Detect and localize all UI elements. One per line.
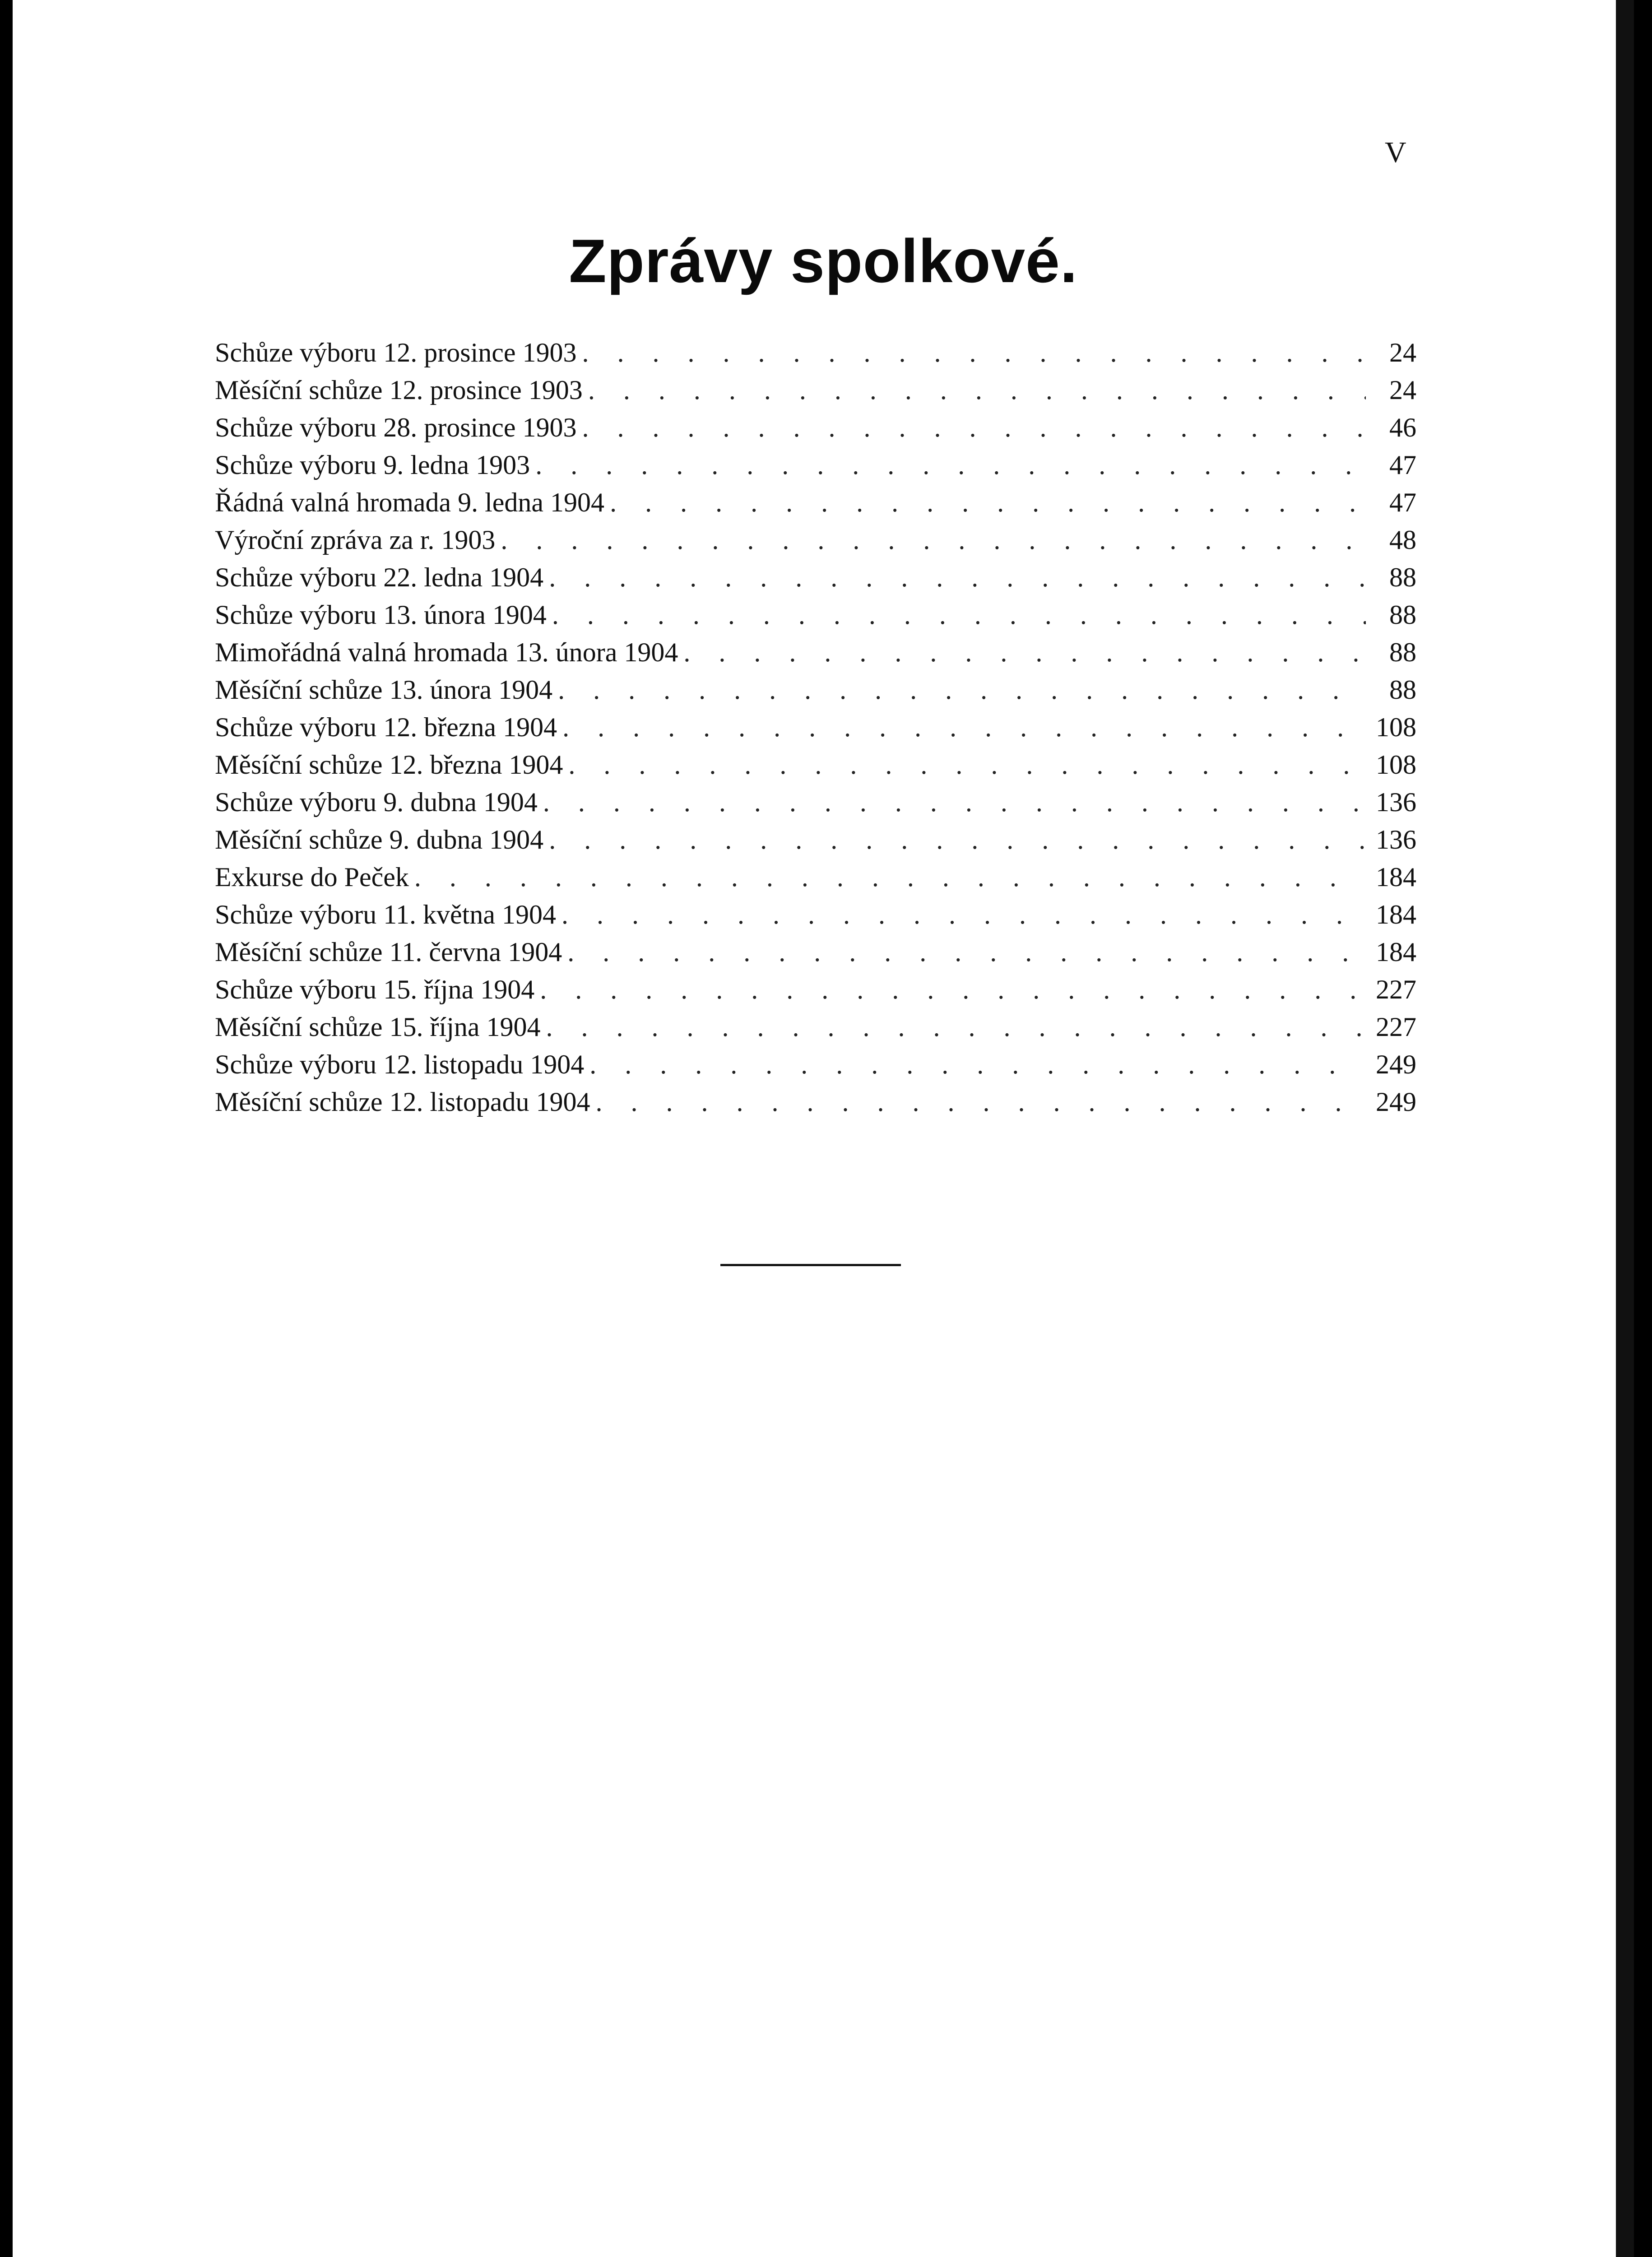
toc-entry-page: 24 [1389, 375, 1416, 405]
document-page [13, 0, 1634, 2257]
toc-entry-page: 136 [1376, 787, 1416, 817]
toc-entry [215, 671, 1416, 709]
dot-leader [558, 671, 1366, 709]
dot-leader [596, 1083, 1366, 1121]
dot-leader [543, 784, 1366, 821]
toc-entry-label: Schůze výboru 15. října 1904 [215, 975, 535, 1004]
dot-leader [549, 559, 1366, 596]
dot-leader [501, 521, 1366, 559]
toc-entry-label: Schůze výboru 9. dubna 1904 [215, 787, 538, 817]
dot-leader [540, 971, 1366, 1008]
dot-leader [562, 709, 1366, 746]
toc-entry [215, 821, 1416, 859]
toc-entry-page: 184 [1376, 937, 1416, 967]
toc-entry-label: Měsíční schůze 12. prosince 1903 [215, 375, 583, 405]
dot-leader [546, 1008, 1366, 1046]
toc-entry-page: 47 [1389, 450, 1416, 480]
toc-entry-label: Schůze výboru 13. února 1904 [215, 600, 547, 630]
toc-entry-label: Schůze výboru 12. prosince 1903 [215, 338, 577, 367]
dot-leader [582, 409, 1366, 446]
toc-entry [215, 484, 1416, 521]
toc-entry-page: 24 [1389, 338, 1416, 367]
toc-entry-label: Schůze výboru 28. prosince 1903 [215, 413, 577, 442]
toc-entry [215, 559, 1416, 596]
toc-entry-page: 249 [1376, 1050, 1416, 1079]
toc-entry-label: Měsíční schůze 15. října 1904 [215, 1012, 541, 1042]
toc-entry-label: Schůze výboru 22. ledna 1904 [215, 562, 544, 592]
page-number: V [1385, 136, 1406, 169]
toc-entry [215, 596, 1416, 634]
toc-entry [215, 521, 1416, 559]
toc-entry [215, 784, 1416, 821]
toc-entry-label: Exkurse do Peček [215, 862, 409, 892]
toc-entry-label: Schůze výboru 12. listopadu 1904 [215, 1050, 585, 1079]
toc-entry [215, 372, 1416, 409]
dot-leader [588, 372, 1366, 409]
toc-entry-page: 249 [1376, 1087, 1416, 1117]
dot-leader [552, 596, 1366, 634]
toc-entry [215, 1046, 1416, 1083]
toc-entry-page: 184 [1376, 862, 1416, 892]
toc-entry-page: 108 [1376, 750, 1416, 780]
scan-border [1616, 0, 1634, 2257]
toc-entry-label: Schůze výboru 12. března 1904 [215, 712, 557, 742]
toc-entry [215, 409, 1416, 446]
toc-entry-page: 88 [1389, 562, 1416, 592]
toc-entry-page: 227 [1376, 975, 1416, 1004]
toc-entry-page: 184 [1376, 900, 1416, 929]
table-of-contents [215, 334, 1416, 1121]
toc-entry [215, 1083, 1416, 1121]
toc-entry-label: Měsíční schůze 12. listopadu 1904 [215, 1087, 590, 1117]
dot-leader [414, 859, 1366, 896]
dot-leader [582, 334, 1366, 372]
end-divider [720, 1264, 901, 1266]
toc-entry-label: Měsíční schůze 11. června 1904 [215, 937, 562, 967]
dot-leader [535, 446, 1366, 484]
toc-entry-page: 136 [1376, 825, 1416, 855]
toc-entry [215, 1008, 1416, 1046]
toc-entry [215, 971, 1416, 1008]
toc-entry-label: Mimořádná valná hromada 13. února 1904 [215, 637, 678, 667]
toc-entry-page: 227 [1376, 1012, 1416, 1042]
toc-entry-label: Schůze výboru 11. května 1904 [215, 900, 556, 929]
toc-entry-page: 108 [1376, 712, 1416, 742]
toc-entry-page: 47 [1389, 488, 1416, 517]
toc-entry [215, 709, 1416, 746]
toc-entry [215, 896, 1416, 933]
toc-entry-label: Měsíční schůze 13. února 1904 [215, 675, 553, 705]
toc-entry-page: 88 [1389, 600, 1416, 630]
toc-entry [215, 334, 1416, 372]
dot-leader [568, 746, 1366, 784]
dot-leader [683, 634, 1366, 671]
toc-entry-page: 46 [1389, 413, 1416, 442]
toc-entry [215, 746, 1416, 784]
toc-entry-label: Řádná valná hromada 9. ledna 1904 [215, 488, 605, 517]
toc-entry-label: Výroční zpráva za r. 1903 [215, 525, 496, 555]
dot-leader [561, 896, 1366, 933]
dot-leader [589, 1046, 1366, 1083]
dot-leader [549, 821, 1366, 859]
toc-entry-label: Měsíční schůze 9. dubna 1904 [215, 825, 544, 855]
toc-entry-page: 88 [1389, 637, 1416, 667]
toc-entry [215, 933, 1416, 971]
toc-entry-page: 48 [1389, 525, 1416, 555]
page-title: Zprávy spolkové. [569, 227, 1078, 295]
toc-entry [215, 446, 1416, 484]
dot-leader [567, 933, 1366, 971]
dot-leader [610, 484, 1366, 521]
toc-entry [215, 634, 1416, 671]
toc-entry [215, 859, 1416, 896]
toc-entry-label: Schůze výboru 9. ledna 1903 [215, 450, 530, 480]
toc-entry-label: Měsíční schůze 12. března 1904 [215, 750, 563, 780]
toc-entry-page: 88 [1389, 675, 1416, 705]
